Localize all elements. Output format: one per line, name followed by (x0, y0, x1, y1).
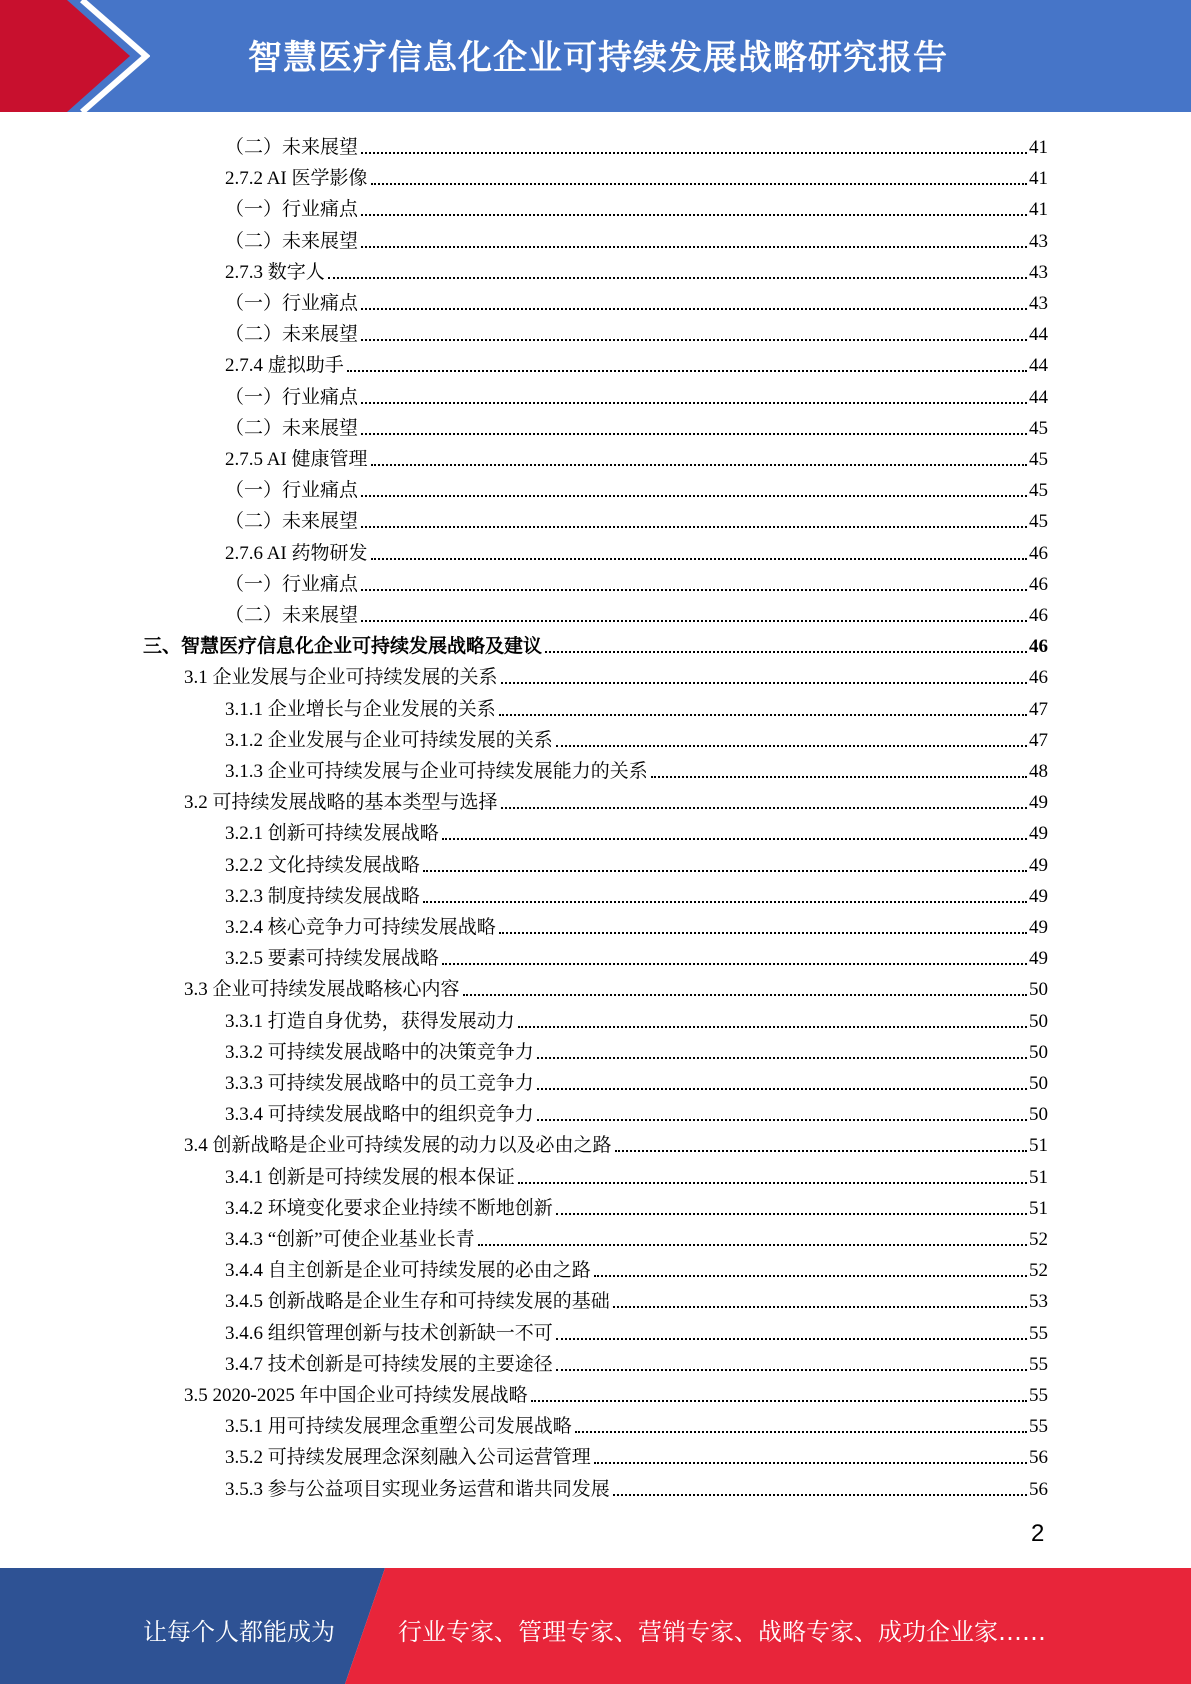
toc-dot-leader (442, 963, 1027, 965)
toc-entry[interactable] (225, 378, 1048, 409)
toc-dot-leader (328, 277, 1027, 279)
toc-dot-leader (575, 1431, 1027, 1433)
toc-entry-page: 45 (1029, 511, 1048, 533)
toc-dot-leader (499, 932, 1027, 934)
toc-entry-title: （二）未来展望 (225, 230, 359, 252)
toc-entry-page: 46 (1029, 667, 1048, 689)
toc-entry[interactable] (184, 970, 1048, 1001)
toc-entry[interactable] (225, 1438, 1048, 1469)
toc-entry[interactable] (225, 690, 1048, 721)
toc-entry-page: 50 (1029, 1073, 1048, 1094)
toc-entry[interactable] (225, 440, 1048, 471)
toc-entry-page: 49 (1029, 948, 1048, 970)
toc-entry[interactable] (225, 846, 1048, 877)
toc-entry-title: 3.2.2 文化持续发展战略 (225, 854, 420, 876)
toc-dot-leader (556, 745, 1027, 747)
toc-entry-page: 45 (1029, 417, 1048, 439)
toc-dot-leader (442, 838, 1027, 840)
toc-dot-leader (594, 1275, 1027, 1277)
toc-entry[interactable] (225, 908, 1048, 939)
toc-entry[interactable] (225, 721, 1048, 752)
toc-entry-title: 3.4.4 自主创新是企业可持续发展的必由之路 (225, 1260, 591, 1282)
toc-dot-leader (501, 807, 1027, 809)
toc-dot-leader (594, 1462, 1027, 1464)
toc-entry-page: 49 (1029, 792, 1048, 814)
toc-dot-leader (361, 339, 1027, 341)
toc-entry-page: 55 (1029, 1416, 1048, 1438)
toc-entry-title: （二）未来展望 (225, 511, 359, 533)
toc-entry[interactable] (225, 1220, 1048, 1251)
toc-entry-title: （一）行业痛点 (225, 480, 359, 502)
toc-entry-page: 44 (1029, 355, 1048, 377)
toc-entry-title: 3.1 企业发展与企业可持续发展的关系 (184, 667, 498, 689)
toc-dot-leader (361, 526, 1027, 528)
page-footer (0, 1568, 1191, 1684)
toc-dot-leader (556, 1338, 1027, 1340)
toc-entry-page: 41 (1029, 199, 1048, 221)
toc-entry[interactable] (225, 253, 1048, 284)
toc-dot-leader (361, 246, 1027, 248)
toc-entry-page: 46 (1029, 542, 1048, 564)
toc-entry-title: 3.4.1 创新是可持续发展的根本保证 (225, 1166, 515, 1188)
toc-dot-leader (463, 994, 1027, 996)
toc-entry-page: 44 (1029, 324, 1048, 346)
toc-entry-page: 43 (1029, 261, 1048, 283)
toc-entry-page: 50 (1029, 1104, 1048, 1126)
toc-entry-title: 3.4 创新战略是企业可持续发展的动力以及必由之路 (184, 1135, 612, 1157)
toc-entry[interactable] (225, 1407, 1048, 1438)
toc-entry-title: 3.4.2 环境变化要求企业持续不断地创新 (225, 1197, 553, 1219)
toc-entry-page: 53 (1029, 1291, 1048, 1313)
toc-entry-title: 2.7.3 数字人 (225, 261, 325, 283)
toc-entry-title: 3.2.5 要素可持续发展战略 (225, 948, 439, 970)
page-number: 2 (1031, 1520, 1045, 1547)
report-title: 智慧医疗信息化企业可持续发展战略研究报告 (248, 38, 948, 78)
toc-dot-leader (613, 1306, 1027, 1308)
toc-entry-page: 56 (1029, 1447, 1048, 1469)
toc-dot-leader (361, 402, 1027, 404)
toc-entry-title: （一）行业痛点 (225, 573, 359, 595)
toc-dot-leader (361, 433, 1027, 435)
toc-entry-page: 55 (1029, 1322, 1048, 1344)
toc-entry-title: 2.7.5 AI 健康管理 (225, 449, 368, 470)
toc-entry-title: 3.5.2 可持续发展理念深刻融入公司运营管理 (225, 1447, 591, 1469)
toc-dot-leader (537, 1119, 1027, 1121)
toc-entry-title: 3.1.2 企业发展与企业可持续发展的关系 (225, 729, 553, 751)
toc-entry-title: 3.5 2020-2025 年中国企业可持续发展战略 (184, 1385, 528, 1406)
toc-entry-title: 3.5.3 参与公益项目实现业务运营和谐共同发展 (225, 1478, 610, 1500)
toc-entry[interactable] (225, 471, 1048, 502)
toc-entry-page: 51 (1029, 1135, 1048, 1157)
toc-dot-leader (531, 1400, 1027, 1402)
toc-entry-title: 3.4.7 技术创新是可持续发展的主要途径 (225, 1353, 553, 1375)
header-red-arrow (0, 0, 150, 112)
toc-entry-title: 3.1.1 企业增长与企业发展的关系 (225, 698, 496, 720)
toc-entry-title: （一）行业痛点 (225, 293, 359, 314)
toc-entry-title: 2.7.6 AI 药物研发 (225, 542, 368, 564)
toc-dot-leader (501, 682, 1027, 684)
toc-entry[interactable] (225, 534, 1048, 565)
toc-dot-leader (518, 1182, 1027, 1184)
toc-dot-leader (537, 1057, 1027, 1059)
toc-entry[interactable] (225, 315, 1048, 346)
toc-dot-leader (371, 464, 1027, 466)
toc-entry[interactable] (225, 190, 1048, 221)
toc-entry[interactable] (225, 565, 1048, 596)
toc-entry[interactable] (225, 1158, 1048, 1189)
toc-dot-leader (361, 214, 1027, 216)
toc-dot-leader (615, 1150, 1027, 1152)
toc-dot-leader (371, 558, 1027, 560)
toc-entry-page: 50 (1029, 1010, 1048, 1032)
toc-entry-title: 3.4.5 创新战略是企业生存和可持续发展的基础 (225, 1291, 610, 1313)
toc-dot-leader (556, 1213, 1027, 1215)
toc-entry[interactable] (225, 939, 1048, 970)
toc-entry[interactable] (225, 409, 1048, 440)
toc-dot-leader (361, 620, 1027, 622)
toc-entry[interactable] (225, 1470, 1048, 1501)
toc-entry-page: 48 (1029, 761, 1048, 782)
toc-entry-title: （一）行业痛点 (225, 386, 359, 408)
toc-entry[interactable] (225, 814, 1048, 845)
toc-entry-page: 52 (1029, 1229, 1048, 1250)
toc-dot-leader (556, 1369, 1027, 1371)
toc-entry-page: 44 (1029, 386, 1048, 408)
toc-entry[interactable] (225, 222, 1048, 253)
toc-entry-page: 51 (1029, 1166, 1048, 1188)
toc-dot-leader (361, 152, 1027, 154)
toc-entry[interactable] (143, 627, 1048, 658)
toc-dot-leader (361, 495, 1027, 497)
toc-entry-page: 46 (1029, 636, 1048, 658)
toc-entry-page: 51 (1029, 1197, 1048, 1219)
toc-entry-page: 49 (1029, 917, 1048, 938)
toc-dot-leader (613, 1494, 1027, 1496)
toc-entry-page: 56 (1029, 1478, 1048, 1500)
footer-slogan-left: 让每个人都能成为 (143, 1618, 335, 1646)
toc-dot-leader (537, 1088, 1027, 1090)
toc-dot-leader (347, 370, 1027, 372)
toc-entry-page: 46 (1029, 605, 1048, 626)
toc-entry-page: 45 (1029, 480, 1048, 502)
toc-entry-page: 47 (1029, 729, 1048, 751)
page-header (0, 0, 1191, 112)
toc-entry-title: 三、智慧医疗信息化企业可持续发展战略及建议 (143, 636, 543, 658)
toc-entry-page: 41 (1029, 168, 1048, 190)
toc-entry-page: 41 (1029, 137, 1048, 158)
toc-entry-title: 3.5.1 用可持续发展理念重塑公司发展战略 (225, 1416, 572, 1438)
toc-entry-title: 3.2 可持续发展战略的基本类型与选择 (184, 792, 498, 814)
toc-entry-page: 49 (1029, 823, 1048, 845)
toc-dot-leader (361, 589, 1027, 591)
toc-entry[interactable] (225, 1002, 1048, 1033)
toc-dot-leader (371, 183, 1027, 185)
toc-entry[interactable] (225, 159, 1048, 190)
toc-entry-title: 2.7.2 AI 医学影像 (225, 168, 368, 190)
toc-entry-page: 50 (1029, 1041, 1048, 1063)
toc-entry-title: 3.2.4 核心竞争力可持续发展战略 (225, 917, 496, 938)
toc-entry-page: 49 (1029, 854, 1048, 876)
toc-dot-leader (361, 308, 1027, 310)
toc-entry[interactable] (225, 346, 1048, 377)
toc-entry-page: 55 (1029, 1385, 1048, 1406)
toc-dot-leader (423, 901, 1027, 903)
toc-entry[interactable] (225, 128, 1048, 159)
toc-entry[interactable] (225, 1064, 1048, 1095)
toc-entry[interactable] (225, 1314, 1048, 1345)
toc-entry-page: 45 (1029, 449, 1048, 470)
toc-dot-leader (499, 714, 1027, 716)
toc-dot-leader (518, 1026, 1027, 1028)
toc-entry-title: 3.1.3 企业可持续发展与企业可持续发展能力的关系 (225, 761, 648, 782)
toc-entry[interactable] (225, 502, 1048, 533)
toc-entry-title: 3.3.2 可持续发展战略中的决策竞争力 (225, 1041, 534, 1063)
footer-slogan-right: 行业专家、管理专家、营销专家、战略专家、成功企业家…… (398, 1618, 1046, 1646)
toc-entry-page: 50 (1029, 979, 1048, 1001)
toc-entry[interactable] (184, 783, 1048, 814)
toc-entry[interactable] (225, 877, 1048, 908)
toc-entry-title: （二）未来展望 (225, 417, 359, 439)
toc-entry[interactable] (225, 1033, 1048, 1064)
toc-entry[interactable] (225, 752, 1048, 783)
toc-entry-title: 3.4.3 “创新”可使企业基业长青 (225, 1229, 475, 1250)
toc-entry[interactable] (225, 1095, 1048, 1126)
toc-entry-page: 55 (1029, 1353, 1048, 1375)
toc-entry[interactable] (184, 1126, 1048, 1157)
toc-entry-page: 47 (1029, 698, 1048, 720)
toc-entry[interactable] (225, 596, 1048, 627)
toc-dot-leader (651, 776, 1027, 778)
toc-entry-title: （一）行业痛点 (225, 199, 359, 221)
toc-entry[interactable] (184, 1376, 1048, 1407)
toc-entry-title: 3.3.4 可持续发展战略中的组织竞争力 (225, 1104, 534, 1126)
toc-entry[interactable] (225, 1345, 1048, 1376)
toc-entry[interactable] (225, 284, 1048, 315)
toc-entry-title: （二）未来展望 (225, 137, 359, 158)
toc-entry-page: 43 (1029, 230, 1048, 252)
toc-entry-page: 49 (1029, 885, 1048, 907)
toc-entry-title: 3.4.6 组织管理创新与技术创新缺一不可 (225, 1322, 553, 1344)
toc-entry[interactable] (225, 1189, 1048, 1220)
toc-entry-title: 3.3.3 可持续发展战略中的员工竞争力 (225, 1073, 534, 1094)
toc-entry-title: （二）未来展望 (225, 324, 359, 346)
toc-entry-title: 2.7.4 虚拟助手 (225, 355, 344, 377)
toc-entry-title: 3.3.1 打造自身优势，获得发展动力 (225, 1010, 515, 1032)
toc-entry-page: 43 (1029, 293, 1048, 314)
toc-entry-page: 46 (1029, 573, 1048, 595)
toc-entry-title: （二）未来展望 (225, 605, 359, 626)
toc-entry-title: 3.3 企业可持续发展战略核心内容 (184, 979, 460, 1001)
toc-entry-title: 3.2.3 制度持续发展战略 (225, 885, 420, 907)
toc-dot-leader (545, 651, 1027, 653)
toc-dot-leader (423, 870, 1027, 872)
toc-entry[interactable] (225, 1282, 1048, 1313)
toc-dot-leader (478, 1244, 1027, 1246)
toc-entry-page: 52 (1029, 1260, 1048, 1282)
toc-entry-title: 3.2.1 创新可持续发展战略 (225, 823, 439, 845)
toc-entry[interactable] (184, 658, 1048, 689)
toc-entry[interactable] (225, 1251, 1048, 1282)
